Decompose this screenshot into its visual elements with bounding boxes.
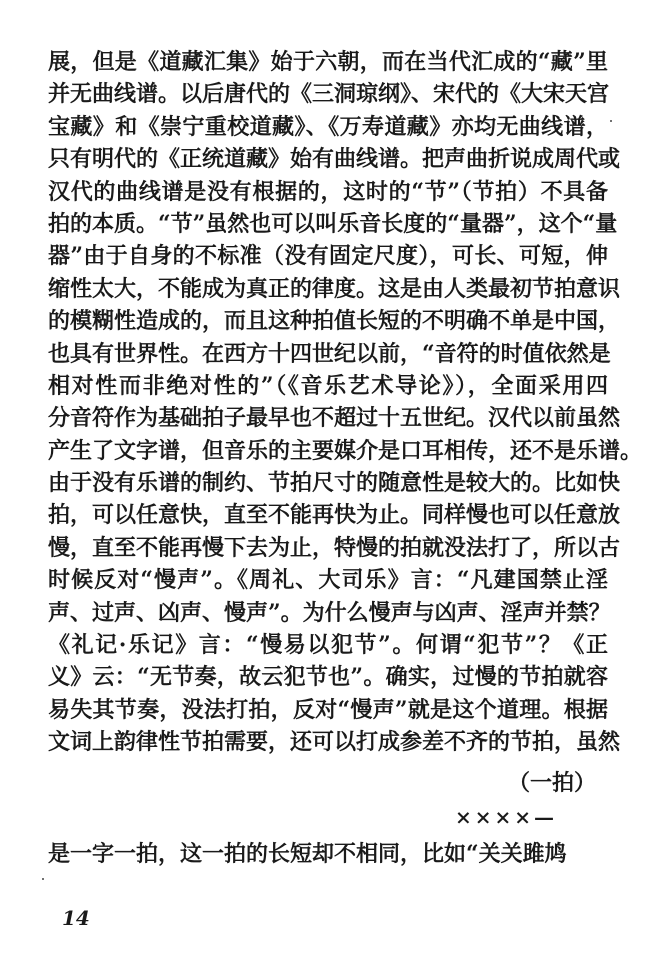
body-line: 的模糊性造成的，而且这种拍值长短的不明确不单是中国， <box>48 308 621 335</box>
print-speck <box>42 878 44 880</box>
body-line: 也具有世界性。在西方十四世纪以前，“音符的时值依然是 <box>48 340 611 367</box>
body-line: 相对性而非绝对性的”（《音乐艺术导论》），全面采用四 <box>48 372 608 399</box>
body-line: 器”由于自身的不标准（没有固定尺度），可长、可短，伸 <box>48 243 608 270</box>
body-line: 产生了文字谱，但音乐的主要媒介是口耳相传，还不是乐谱。 <box>48 437 643 464</box>
body-line: 由于没有乐谱的制约、节拍尺寸的随意性是较大的。比如快 <box>48 470 621 497</box>
body-line: 并无曲线谱。以后唐代的《三洞琼纲》、宋代的《大宋天宫 <box>48 81 610 108</box>
body-line: 《礼记·乐记》言：“慢易以犯节”。何谓“犯节”？《正 <box>48 632 608 659</box>
body-line: 拍的本质。“节”虽然也可以叫乐音长度的“量器”，这个“量 <box>48 210 618 237</box>
print-speck <box>610 120 612 122</box>
body-line: 缩性太大，不能成为真正的律度。这是由人类最初节拍意识 <box>48 275 621 302</box>
body-line: 时候反对“慢声”。《周礼、大司乐》言：“凡建国禁止淫 <box>48 567 608 594</box>
body-line: 展，但是《道藏汇集》始于六朝，而在当代汇成的“藏”里 <box>48 49 608 75</box>
body-line: 易失其节奏，没法打拍，反对“慢声”就是这个道理。根据 <box>48 696 608 723</box>
body-text <box>48 46 643 759</box>
beat-note-marks: ××××— <box>455 805 558 829</box>
body-line: 文词上韵律性节拍需要，还可以打成参差不齐的节拍，虽然 <box>48 729 621 756</box>
page-number: 14 <box>62 906 90 930</box>
body-line: 义》云：“无节奏，故云犯节也”。确实，过慢的节拍就容 <box>48 664 608 691</box>
body-line: 拍，可以任意快，直至不能再快为止。同样慢也可以任意放 <box>48 502 621 529</box>
body-line: 分音符作为基础拍子最早也不超过十五世纪。汉代以前虽然 <box>48 405 621 432</box>
beat-note-label: （一拍） <box>508 770 597 796</box>
continuation-line: 是一字一拍，这一拍的长短却不相同，比如“关关雎鸠 <box>48 841 567 867</box>
body-line: 汉代的曲线谱是没有根据的，这时的“节”（节拍）不具备 <box>48 178 608 205</box>
body-line: 声、过声、凶声、慢声”。为什么慢声与凶声、淫声并禁？ <box>48 599 611 626</box>
body-line: 宝藏》和《崇宁重校道藏》、《万寿道藏》亦均无曲线谱， <box>48 113 608 140</box>
body-line: 只有明代的《正统道藏》始有曲线谱。把声曲折说成周代或 <box>48 146 621 173</box>
body-line: 慢，直至不能再慢下去为止，特慢的拍就没法打了，所以古 <box>48 534 621 561</box>
